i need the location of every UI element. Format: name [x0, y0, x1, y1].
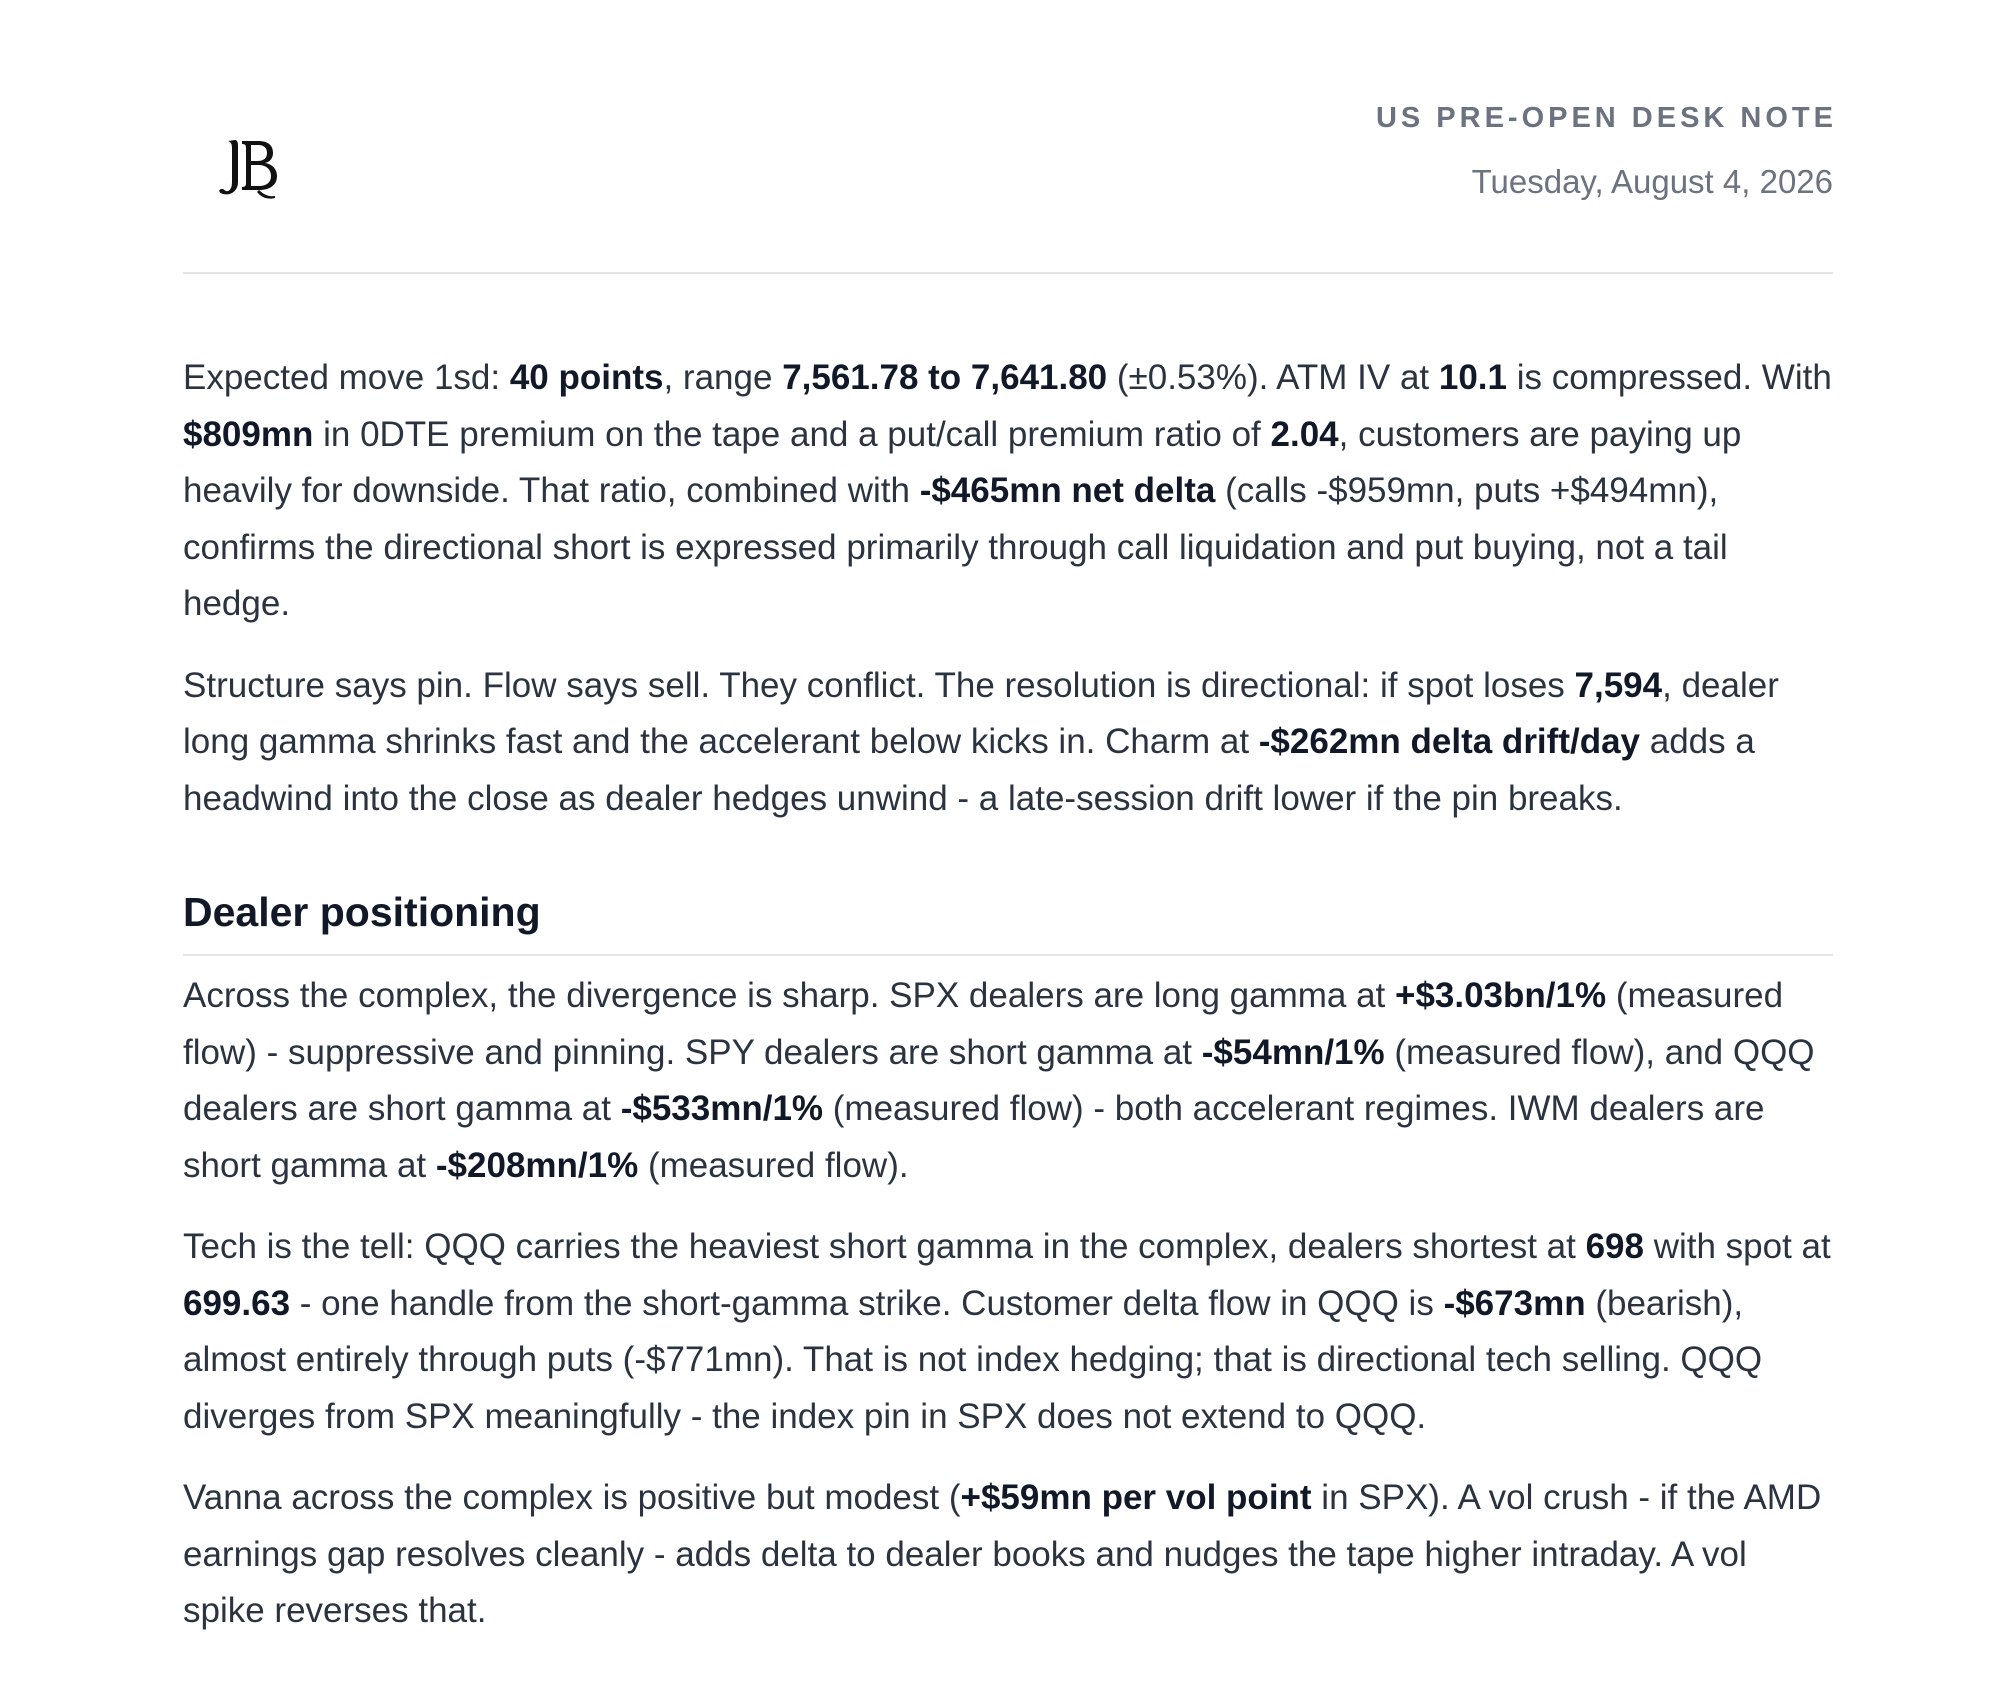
dealer-paragraph-tech [183, 1219, 1833, 1445]
spot-level-value: 7,594 [1574, 665, 1663, 705]
header-meta [1375, 100, 1837, 202]
text-span: with spot at [1643, 1227, 1831, 1266]
text-span: , customers are paying up heavily for downside. That ratio, combined with [183, 414, 1742, 510]
jb-monogram-icon [213, 132, 283, 202]
text-span: - one handle from the short-gamma strike. Customer delta flow in QQQ is [290, 1283, 1444, 1323]
document-type-label: US PRE-OPEN DESK NOTE [1375, 102, 1837, 134]
text-span: , dealer long gamma shrinks fast and the accelerant below kicks in. Charm at [183, 665, 1779, 761]
intro-paragraph-structure [183, 658, 1833, 828]
vanna-value: +$59mn per vol point [960, 1478, 1312, 1517]
text-span: Tech is the tell: QQQ carries the heaviest short gamma in the complex, dealers shortest at [183, 1227, 1586, 1266]
text-span: is compressed. With [1507, 358, 1832, 397]
text-span: (measured flow) - both accelerant regimes. IWM dealers are short gamma at [183, 1089, 1765, 1185]
put-call-ratio-value: 2.04 [1270, 414, 1339, 454]
odte-premium-value: $809mn [183, 414, 314, 454]
text-span: , range [663, 358, 783, 397]
charm-value: -$262mn delta drift/day [1258, 722, 1641, 761]
spy-gamma-value: -$54mn/1% [1201, 1032, 1385, 1072]
spx-gamma-value: +$3.03bn/1% [1395, 976, 1607, 1015]
net-delta-value: -$465mn net delta [919, 471, 1216, 510]
text-span: Expected move 1sd: [183, 358, 510, 397]
text-span: in 0DTE premium on the tape and a put/call premium ratio of [313, 414, 1271, 454]
text-span: (measured flow) - suppressive and pinning. SPY dealers are short gamma at [183, 976, 1784, 1072]
atm-iv-value: 10.1 [1438, 358, 1507, 397]
text-span: (calls -$959mn, puts +$494mn), confirms the directional short is expressed primarily through call liquidation and put buying, not a tail hedge. [183, 471, 1728, 623]
text-span: Across the complex, the divergence is sharp. SPX dealers are long gamma at [183, 976, 1395, 1015]
text-span: adds a headwind into the close as dealer hedges unwind - a late-session drift lower if the pin breaks. [183, 722, 1755, 818]
iwm-gamma-value: -$208mn/1% [435, 1145, 639, 1185]
text-span: (measured flow). [638, 1145, 909, 1185]
text-span: in SPX). A vol crush - if the AMD earnings gap resolves cleanly - adds delta to dealer books and nudges the tape higher intraday. A vol spike reverses that. [183, 1478, 1822, 1630]
intro-paragraph-expected-move [183, 350, 1833, 633]
qqq-strike-value: 698 [1585, 1227, 1644, 1266]
expected-move-value: 40 points [509, 358, 664, 397]
dealer-paragraph-vanna [183, 1470, 1833, 1640]
text-span: Structure says pin. Flow says sell. They conflict. The resolution is directional: if spot loses [183, 665, 1575, 705]
text-span: (measured flow), and QQQ dealers are short gamma at [183, 1032, 1815, 1128]
qqq-spot-value: 699.63 [183, 1283, 291, 1323]
jb-logo [213, 132, 283, 202]
document-date: Tuesday, August 4, 2026 [1471, 163, 1833, 200]
text-span: (±0.53%). ATM IV at [1107, 358, 1439, 397]
qqq-delta-flow-value: -$673mn [1443, 1283, 1586, 1323]
section-heading-dealer-positioning: Dealer positioning [183, 882, 1833, 956]
text-span: Vanna across the complex is positive but modest ( [183, 1478, 961, 1517]
dealer-paragraph-divergence [183, 968, 1833, 1194]
text-span: (bearish), almost entirely through puts (-$771mn). That is not index hedging; that is directional tech selling. QQQ diverges from SPX meaningfully - the index pin in SPX does not extend to QQQ. [183, 1283, 1763, 1436]
note-body [183, 350, 1833, 1665]
qqq-gamma-value: -$533mn/1% [620, 1089, 824, 1128]
range-value: 7,561.78 to 7,641.80 [782, 358, 1108, 397]
note-header [183, 80, 1837, 274]
